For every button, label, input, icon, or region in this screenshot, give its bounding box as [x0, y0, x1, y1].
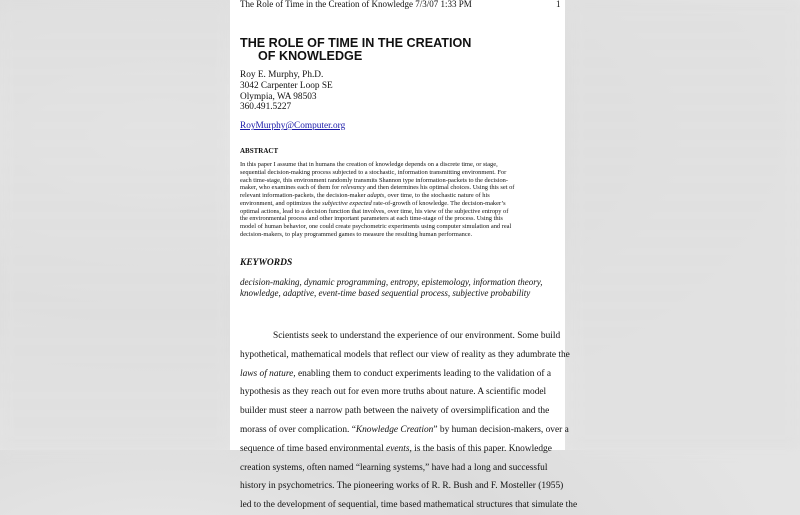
text-line [240, 496, 577, 515]
italic-text: relevancy [340, 184, 366, 192]
keywords-list [240, 277, 543, 298]
running-header: The Role of Time in the Creation of Knowledge 7/3/07 1:33 PM [240, 0, 472, 9]
text-segment: led to the development of sequential, time based mathematical structures that simulate the [240, 500, 578, 511]
text-segment: rate-of-growth of knowledge. The decision-maker’s [371, 199, 506, 207]
text-segment: morass of over complication. “ [240, 424, 356, 435]
text-segment: ” by human decision-makers, over a [433, 424, 569, 435]
text-segment: the environmental process and other important parameters at each time-stage of the process. Using this [240, 215, 503, 223]
author-street: 3042 Carpenter Loop SE [240, 80, 333, 91]
text-segment: builder must steer a narrow path between the naivety of oversimplification and the [240, 406, 550, 417]
document-title [240, 37, 471, 63]
author-phone: 360.491.5227 [240, 102, 292, 113]
italic-text: laws of nature, [240, 368, 296, 379]
italic-text: events, [386, 443, 412, 454]
author-block [240, 70, 333, 113]
author-name: Roy E. Murphy, Ph.D. [240, 70, 324, 80]
text-line [240, 223, 514, 231]
text-line [240, 177, 514, 185]
text-segment: hypothetical, mathematical models that reflect our view of reality as they adumbrate the [240, 349, 570, 360]
italic-text: adapts, [367, 192, 386, 199]
text-segment: sequential decision-making process subjected to a stochastic, information transmitting environment. For [240, 168, 507, 176]
text-segment: Scientists seek to understand the experience of our environment. Some build [273, 331, 561, 341]
text-line [240, 208, 514, 216]
text-line [240, 402, 577, 421]
text-line [240, 215, 514, 223]
page-number: 1 [556, 0, 561, 9]
text-line [240, 200, 514, 208]
text-line [240, 346, 577, 365]
text-line [240, 477, 577, 496]
blurred-background-right [570, 0, 800, 450]
body-paragraph [240, 327, 577, 515]
title-line-1: THE ROLE OF TIME IN THE CREATION [240, 36, 472, 50]
text-segment: environment, and optimizes the [240, 199, 323, 207]
text-segment: history in psychometrics. The pioneering works of R. R. Bush and F. Mosteller (1955) [240, 481, 564, 492]
italic-text: subjective expected [322, 199, 372, 207]
text-line [240, 383, 577, 402]
italic-text: Knowledge Creation [355, 424, 434, 435]
text-line [240, 161, 514, 169]
abstract-paragraph [240, 161, 514, 239]
author-city: Olympia, WA 98503 [240, 91, 317, 102]
text-line [240, 184, 514, 192]
text-line [240, 169, 514, 177]
text-segment: relevant information-packets, the decision-maker [240, 192, 368, 199]
text-segment: decision-makers, to play programmed games to measure the resulting human performance. [240, 230, 473, 238]
text-line [240, 459, 577, 478]
author-email-link[interactable]: RoyMurphy@Computer.org [240, 121, 346, 131]
text-segment: each time-stage, this environment randomly transmits Shannon type information-packets to the decision- [240, 176, 508, 184]
abstract-heading: ABSTRACT [240, 147, 279, 155]
title-line-2: OF KNOWLEDGE [258, 49, 363, 63]
text-segment: enabling them to conduct experiments leading to the validation of a [295, 368, 552, 379]
keywords-line: knowledge, adaptive, event-time based sequential process, subjective probability [240, 287, 531, 298]
text-line [240, 421, 577, 440]
blurred-background-left [0, 0, 230, 450]
document-page [230, 0, 578, 511]
text-line [240, 327, 577, 346]
text-line [240, 192, 514, 200]
text-segment: model of human behavior, one could create psychometric experiments using computer simulation and real [240, 223, 512, 230]
text-line [240, 440, 577, 459]
text-segment: is the basis of this paper. Knowledge [411, 443, 552, 454]
text-segment: creation systems, often named “learning systems,” have had a long and successful [240, 462, 548, 473]
text-line [240, 231, 514, 239]
text-segment: hypothesis as they reach out for even more truths about nature. A scientific model [240, 387, 547, 398]
text-segment: In this paper I assume that in humans the creation of knowledge depends on a discrete time, or stage, [240, 161, 498, 168]
text-line [240, 365, 577, 384]
keywords-line: decision-making, dynamic programming, entropy, epistemology, information theory, [240, 277, 543, 287]
text-segment: sequence of time based environmental [240, 443, 387, 454]
keywords-heading: KEYWORDS [240, 258, 293, 268]
text-segment: maker, who examines each of them for [240, 184, 341, 192]
text-segment: optimal actions, lead to a decision function that involves, over time, his view of the subjective entropy of [240, 207, 509, 215]
text-segment: over time, to the stochastic nature of his [385, 192, 490, 199]
text-segment: and then determines his optimal choices. Using this set of [365, 184, 515, 192]
